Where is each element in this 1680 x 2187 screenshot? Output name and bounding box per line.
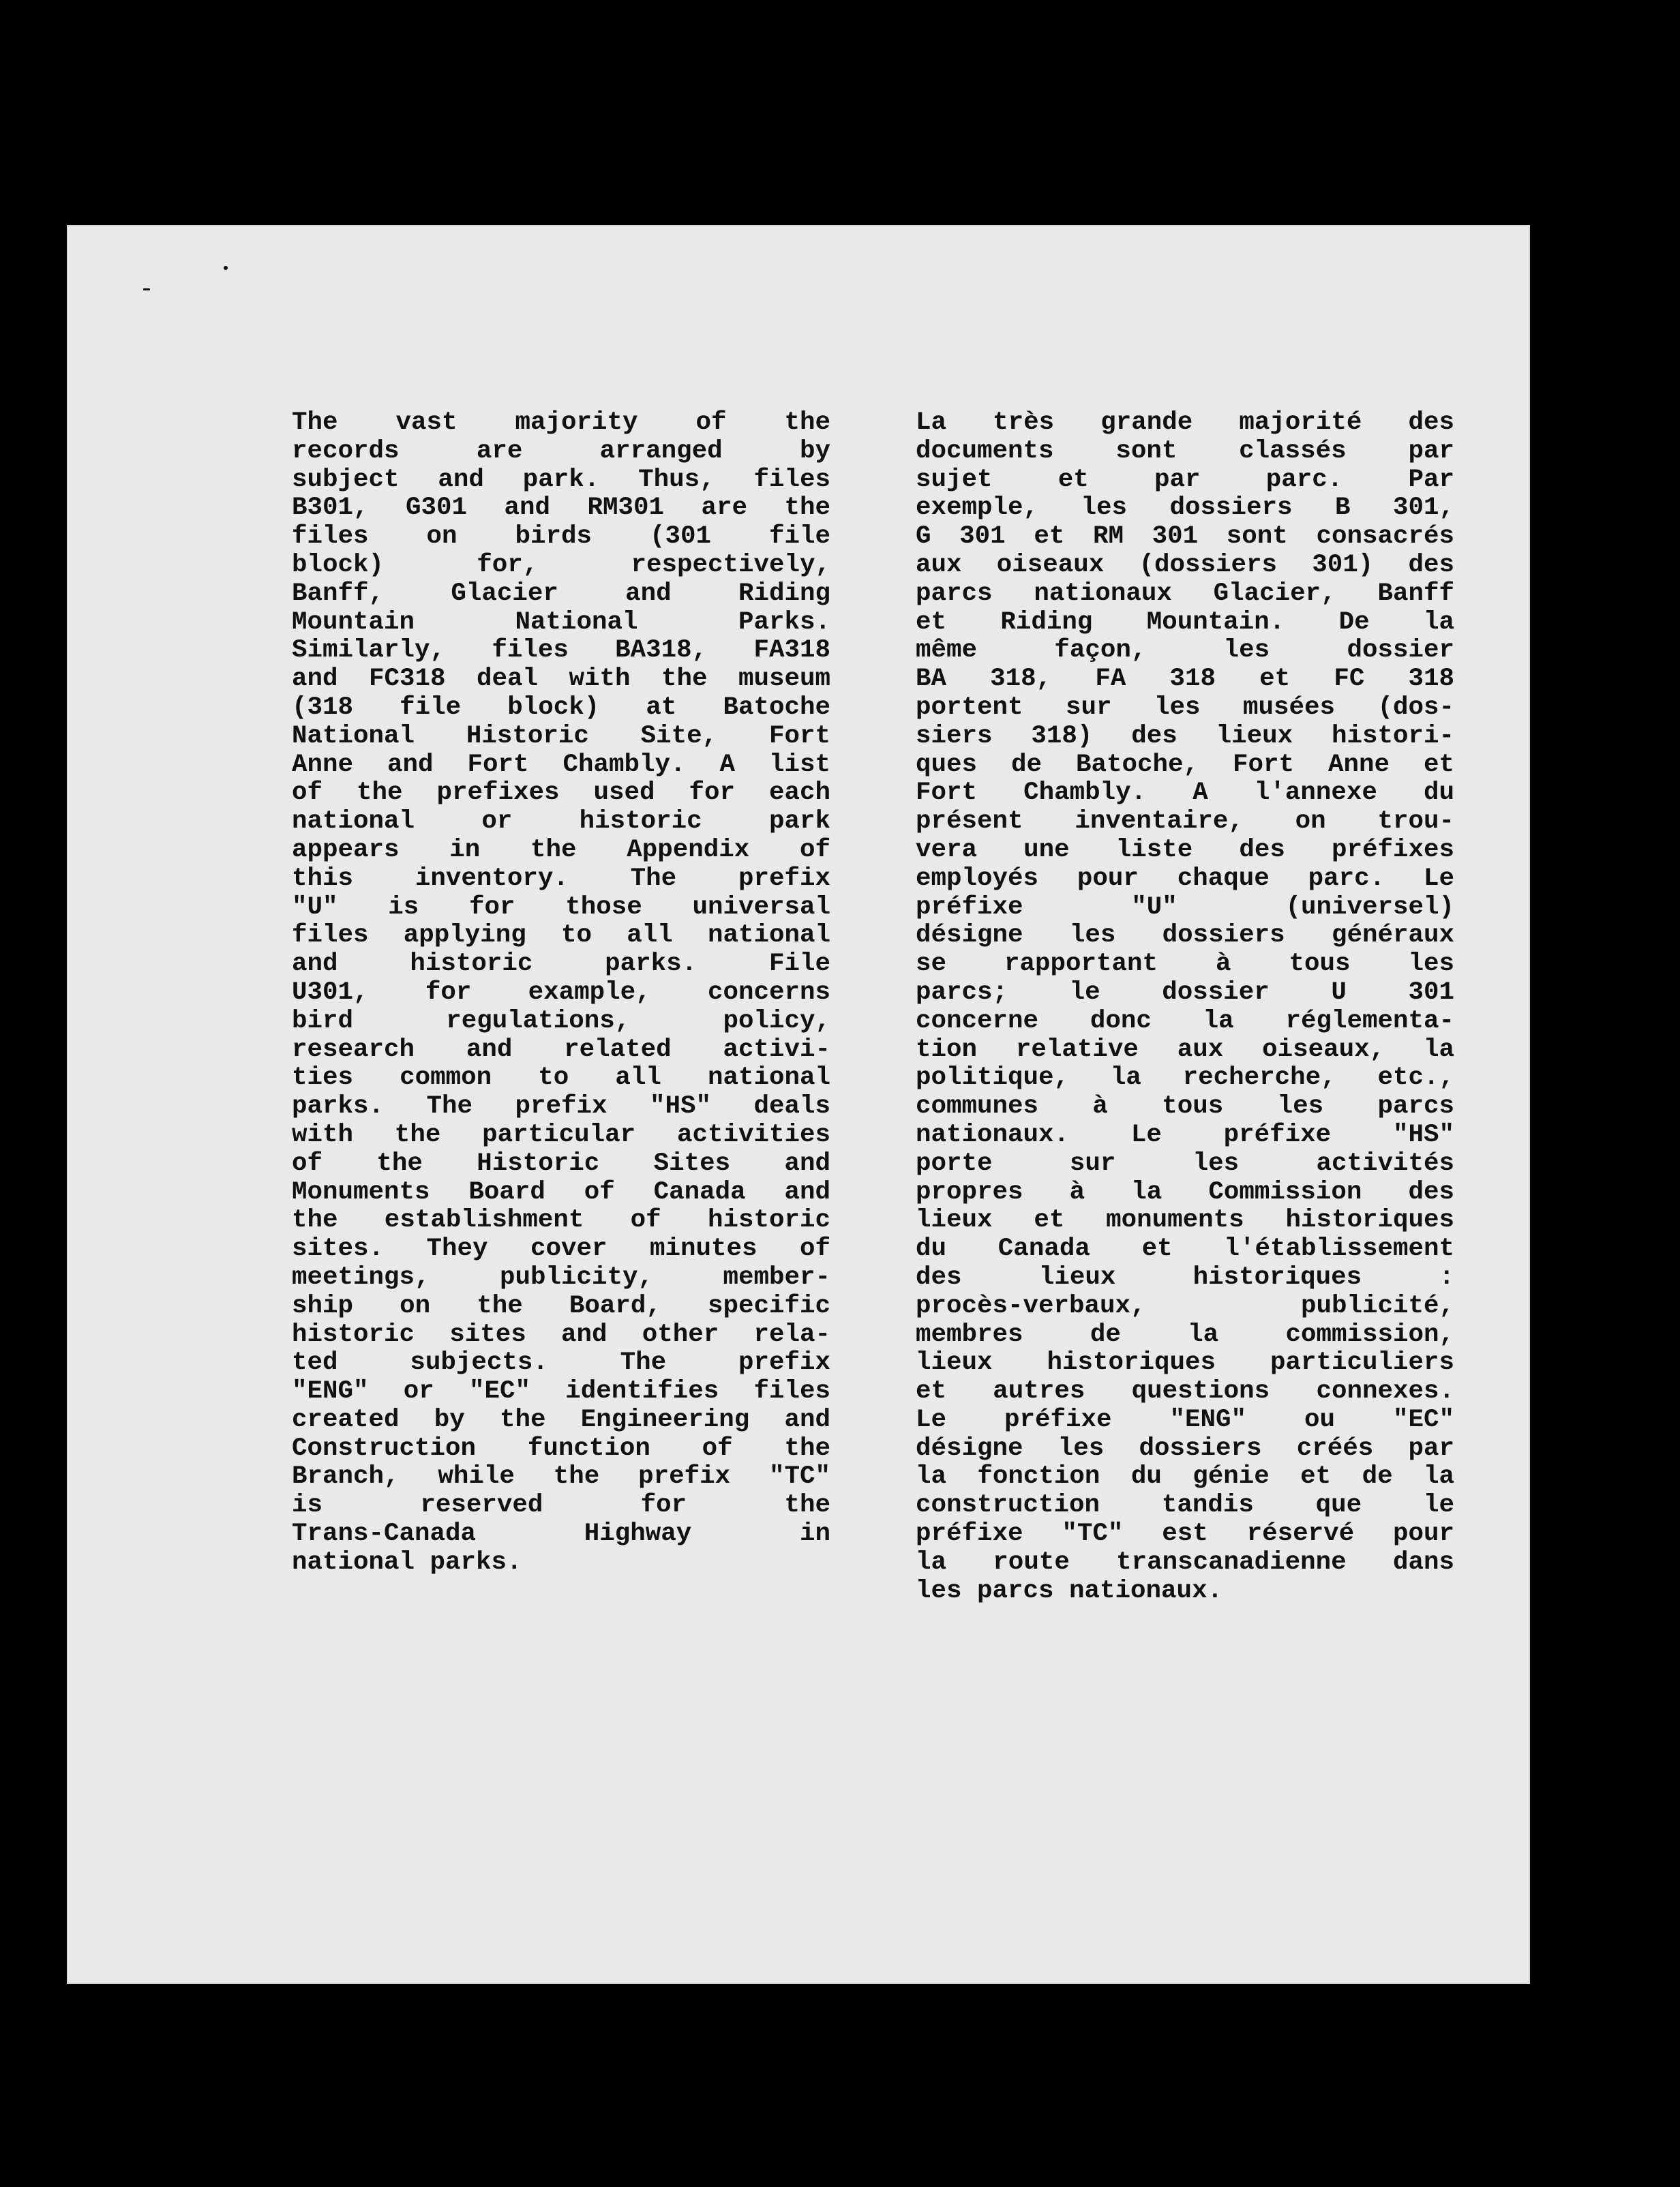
text-line: documents sont classés par — [916, 437, 1454, 466]
text-line: sites. They cover minutes of — [292, 1235, 830, 1264]
scan-speck — [224, 266, 228, 270]
text-line: des lieux historiques : — [916, 1263, 1454, 1292]
text-line: and FC318 deal with the museum — [292, 665, 830, 694]
text-line: U301, for example, concerns — [292, 978, 830, 1007]
text-line: subject and park. Thus, files — [292, 466, 830, 494]
text-line: sujet et par parc. Par — [916, 466, 1454, 494]
text-line: propres à la Commission des — [916, 1178, 1454, 1207]
text-line: politique, la recherche, etc., — [916, 1064, 1454, 1093]
text-line: employés pour chaque parc. Le — [916, 864, 1454, 893]
text-line: porte sur les activités — [916, 1149, 1454, 1178]
text-line: of the Historic Sites and — [292, 1149, 830, 1178]
text-line: ted subjects. The prefix — [292, 1349, 830, 1378]
text-line: Banff, Glacier and Riding — [292, 579, 830, 608]
text-line: construction tandis que le — [916, 1492, 1454, 1520]
text-line: bird regulations, policy, — [292, 1007, 830, 1036]
text-line: "ENG" or "EC" identifies files — [292, 1378, 830, 1406]
text-line: the establishment of historic — [292, 1207, 830, 1235]
text-line: ties common to all national — [292, 1064, 830, 1093]
text-line: historic sites and other rela- — [292, 1321, 830, 1349]
text-line: vera une liste des préfixes — [916, 836, 1454, 864]
text-line: The vast majority of the — [292, 409, 830, 437]
text-line: concerne donc la réglementa- — [916, 1007, 1454, 1036]
text-line: Similarly, files BA318, FA318 — [292, 637, 830, 665]
text-line: lieux historiques particuliers — [916, 1349, 1454, 1378]
document-page — [67, 225, 1530, 1984]
text-line: created by the Engineering and — [292, 1406, 830, 1434]
text-line: désigne les dossiers généraux — [916, 922, 1454, 950]
text-line: "U" is for those universal — [292, 893, 830, 922]
text-line: B301, G301 and RM301 are the — [292, 494, 830, 523]
text-line: Anne and Fort Chambly. A list — [292, 751, 830, 779]
french-text-column — [916, 409, 1454, 1605]
text-line: communes à tous les parcs — [916, 1093, 1454, 1121]
text-line: désigne les dossiers créés par — [916, 1434, 1454, 1463]
text-line: records are arranged by — [292, 437, 830, 466]
english-text-column — [292, 409, 830, 1578]
text-line: lieux et monuments historiques — [916, 1207, 1454, 1235]
text-line: National Historic Site, Fort — [292, 722, 830, 751]
text-line: meetings, publicity, member- — [292, 1263, 830, 1292]
text-line: Construction function of the — [292, 1434, 830, 1463]
text-line: Branch, while the prefix "TC" — [292, 1463, 830, 1492]
text-line: this inventory. The prefix — [292, 864, 830, 893]
text-line: tion relative aux oiseaux, la — [916, 1036, 1454, 1064]
text-line: du Canada et l'établissement — [916, 1235, 1454, 1264]
text-line: parks. The prefix "HS" deals — [292, 1093, 830, 1121]
text-line: Le préfixe "ENG" ou "EC" — [916, 1406, 1454, 1434]
text-line: nationaux. Le préfixe "HS" — [916, 1121, 1454, 1149]
text-line: la route transcanadienne dans — [916, 1548, 1454, 1577]
text-line: préfixe "U" (universel) — [916, 893, 1454, 922]
text-line: exemple, les dossiers B 301, — [916, 494, 1454, 523]
text-line: block) for, respectively, — [292, 551, 830, 579]
text-line: siers 318) des lieux histori- — [916, 722, 1454, 751]
text-line: même façon, les dossier — [916, 637, 1454, 665]
text-line: ship on the Board, specific — [292, 1292, 830, 1321]
text-line: se rapportant à tous les — [916, 950, 1454, 979]
scan-speck — [143, 288, 150, 290]
text-line: national parks. — [292, 1548, 522, 1577]
text-line: ques de Batoche, Fort Anne et — [916, 751, 1454, 779]
text-line: and historic parks. File — [292, 950, 830, 979]
text-line: Fort Chambly. A l'annexe du — [916, 779, 1454, 808]
text-line: La très grande majorité des — [916, 409, 1454, 437]
text-line: présent inventaire, on trou- — [916, 808, 1454, 836]
text-line: procès-verbaux, publicité, — [916, 1292, 1454, 1321]
text-line: files on birds (301 file — [292, 523, 830, 552]
text-line: parcs; le dossier U 301 — [916, 978, 1454, 1007]
text-line: et Riding Mountain. De la — [916, 608, 1454, 637]
text-line: of the prefixes used for each — [292, 779, 830, 808]
text-line: is reserved for the — [292, 1492, 830, 1520]
text-line: préfixe "TC" est réservé pour — [916, 1520, 1454, 1549]
text-line: files applying to all national — [292, 922, 830, 950]
text-line: aux oiseaux (dossiers 301) des — [916, 551, 1454, 579]
text-line: (318 file block) at Batoche — [292, 693, 830, 722]
text-line: parcs nationaux Glacier, Banff — [916, 579, 1454, 608]
text-line: Monuments Board of Canada and — [292, 1178, 830, 1207]
text-line: G 301 et RM 301 sont consacrés — [916, 523, 1454, 552]
text-line: membres de la commission, — [916, 1321, 1454, 1349]
text-line: research and related activi- — [292, 1036, 830, 1064]
text-line: les parcs nationaux. — [916, 1577, 1223, 1605]
text-line: Trans-Canada Highway in — [292, 1520, 830, 1549]
text-line: et autres questions connexes. — [916, 1378, 1454, 1406]
text-line: BA 318, FA 318 et FC 318 — [916, 665, 1454, 694]
text-line: with the particular activities — [292, 1121, 830, 1149]
text-line: national or historic park — [292, 808, 830, 836]
text-line: appears in the Appendix of — [292, 836, 830, 864]
text-line: Mountain National Parks. — [292, 608, 830, 637]
text-line: la fonction du génie et de la — [916, 1463, 1454, 1492]
text-line: portent sur les musées (dos- — [916, 693, 1454, 722]
